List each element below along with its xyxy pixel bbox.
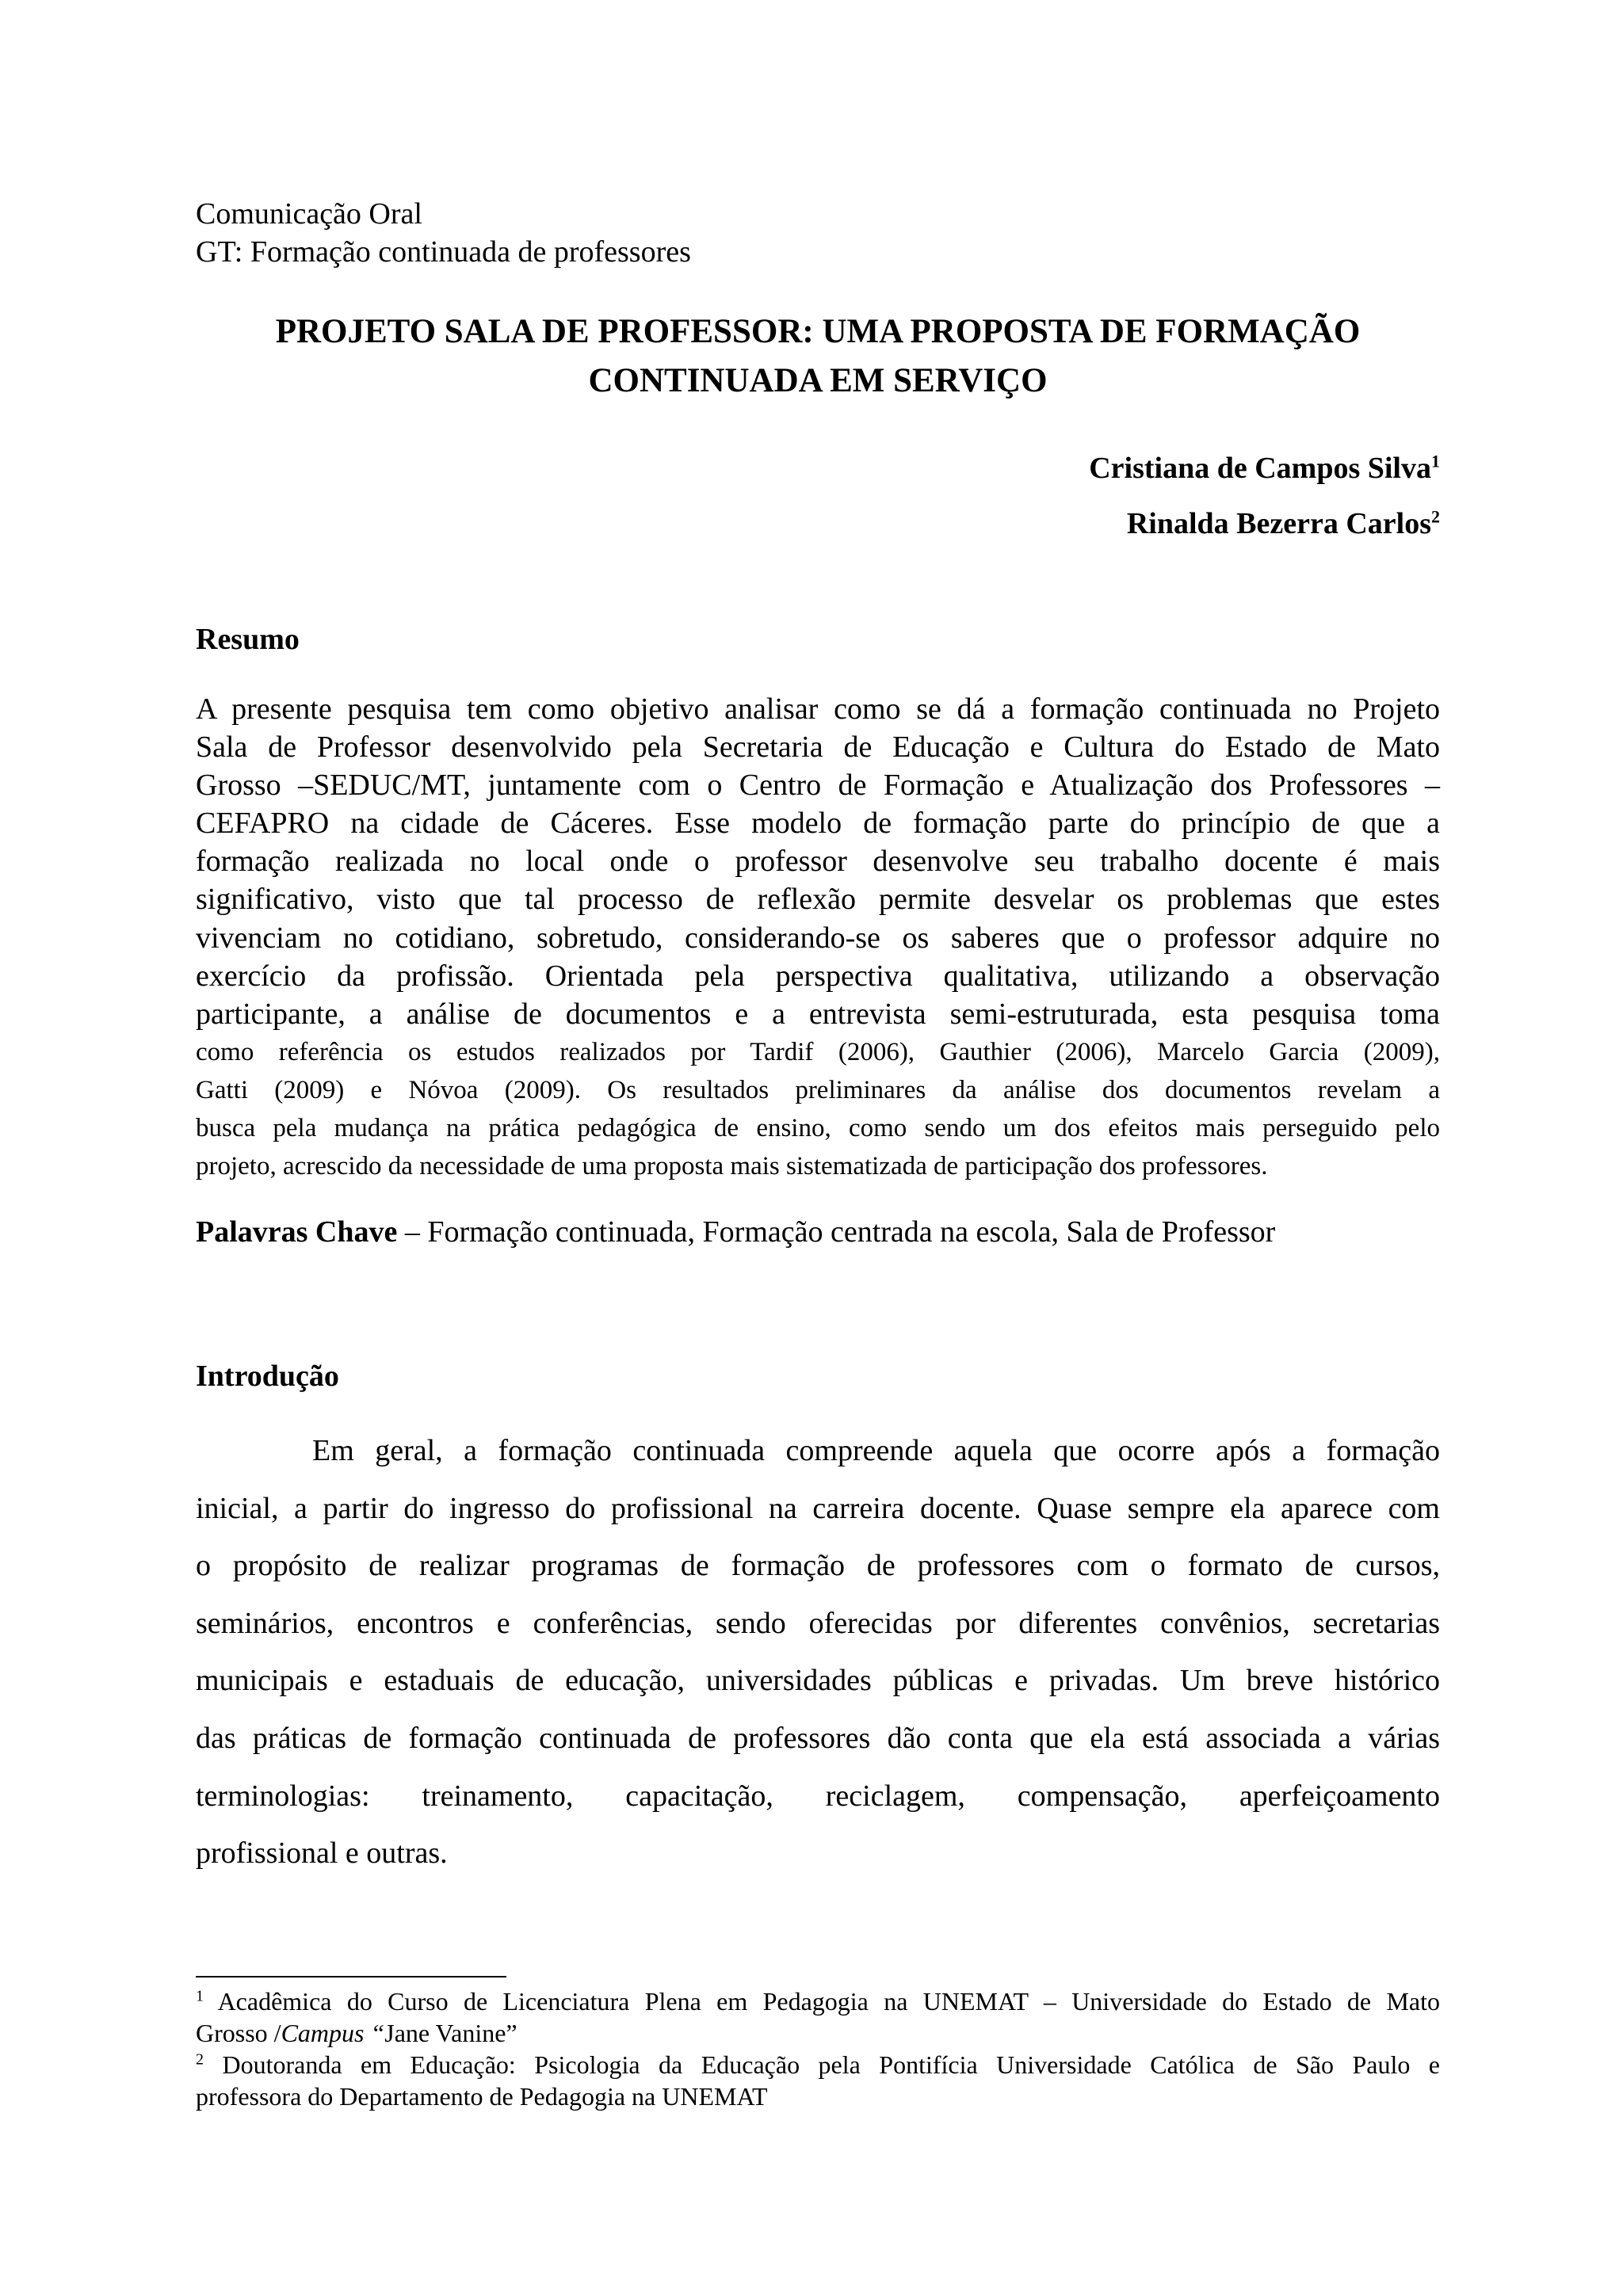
- author-2: [1127, 505, 1440, 543]
- introduction-line: terminologias: treinamento, capacitação, reciclagem, compensação, aperfeiçoamento: [196, 1779, 1440, 1813]
- author-2-name: Rinalda Bezerra Carlos: [1126, 507, 1431, 540]
- footnote-1-line-1: [196, 1985, 1440, 2017]
- working-group: GT: Formação continuada de professores: [196, 235, 691, 269]
- abstract-line: formação realizada no local onde o professor desenvolve seu trabalho docente é mais: [196, 845, 1440, 879]
- presentation-type: Comunicação Oral: [196, 197, 422, 231]
- abstract-line: Sala de Professor desenvolvido pela Secretaria de Educação e Cultura do Estado de Mato: [196, 730, 1440, 765]
- footnote-2-line-2: professora do Departamento de Pedagogia na UNEMAT: [196, 2082, 768, 2111]
- keywords-text: – Formação continuada, Formação centrada na escola, Sala de Professor: [397, 1215, 1276, 1249]
- author-1-footnote-marker: 1: [1431, 451, 1440, 471]
- keywords-label: Palavras Chave: [196, 1215, 398, 1249]
- abstract-line: Gatti (2009) e Nóvoa (2009). Os resultados preliminares da análise dos documentos revelam a: [196, 1075, 1440, 1104]
- introduction-line: das práticas de formação continuada de professores dão conta que ela está associada a várias: [196, 1721, 1440, 1755]
- introduction-line: seminários, encontros e conferências, sendo oferecidas por diferentes convênios, secretarias: [196, 1606, 1440, 1640]
- footnote-1-line-2: [196, 2017, 1440, 2049]
- introduction-line: Em geral, a formação continuada compreende aquela que ocorre após a formação: [312, 1434, 1440, 1467]
- abstract-line: Grosso –SEDUC/MT, juntamente com o Centro de Formação e Atualização dos Professores –: [196, 769, 1440, 803]
- abstract-line: CEFAPRO na cidade de Cáceres. Esse modelo de formação parte do princípio de que a: [196, 807, 1440, 841]
- introduction-body: [196, 1422, 1440, 1882]
- footnote-1-text-post: Jane Vanine”: [384, 2019, 517, 2047]
- footnote-1-text: Acadêmica do Curso de Licenciatura Plena em Pedagogia na UNEMAT – Universidade do Estado de Mato: [204, 1987, 1440, 2016]
- footnote-separator: [196, 1976, 506, 1978]
- footnote-2-marker: 2: [196, 2050, 204, 2069]
- footnote-1-marker: 1: [196, 1987, 204, 2005]
- introduction-heading: Introdução: [196, 1360, 339, 1393]
- abstract-line: A presente pesquisa tem como objetivo analisar como se dá a formação continuada no Projeto: [196, 692, 1440, 726]
- abstract-line: vivenciam no cotidiano, sobretudo, considerando-se os saberes que o professor adquire no: [196, 921, 1440, 955]
- introduction-line: inicial, a partir do ingresso do profissional na carreira docente. Quase sempre ela aparece com: [196, 1491, 1440, 1525]
- abstract-line: como referência os estudos realizados por Tardif (2006), Gauthier (2006), Marcelo Garcia (2009),: [196, 1037, 1440, 1066]
- abstract-line: exercício da profissão. Orientada pela perspectiva qualitativa, utilizando a observação: [196, 959, 1440, 993]
- author-1: [1089, 449, 1440, 487]
- title-line-1: PROJETO SALA DE PROFESSOR: UMA PROPOSTA DE FORMAÇÃO: [275, 313, 1361, 350]
- abstract-body: [196, 690, 1440, 1185]
- abstract-line: significativo, visto que tal processo de reflexão permite desvelar os problemas que estes: [196, 883, 1440, 917]
- paper-title: [196, 307, 1440, 406]
- paper-page: [196, 0, 1440, 2296]
- abstract-line: participante, a análise de documentos e a entrevista semi-estruturada, esta pesquisa toma: [196, 997, 1440, 1031]
- introduction-line: profissional e outras.: [196, 1836, 448, 1871]
- footnote-1-text-italic: Campus “: [281, 2019, 385, 2047]
- keywords: [196, 1213, 1275, 1251]
- footnotes: [196, 1985, 1440, 2112]
- introduction-line: municipais e estaduais de educação, universidades públicas e privadas. Um breve histórico: [196, 1664, 1440, 1698]
- abstract-line: busca pela mudança na prática pedagógica de ensino, como sendo um dos efeitos mais perseguido pelo: [196, 1114, 1440, 1143]
- author-2-footnote-marker: 2: [1431, 506, 1440, 527]
- title-line-2: CONTINUADA EM SERVIÇO: [588, 362, 1048, 399]
- author-1-name: Cristiana de Campos Silva: [1089, 452, 1431, 485]
- abstract-heading: Resumo: [196, 623, 300, 656]
- abstract-line: projeto, acrescido da necessidade de uma proposta mais sistematizada de participação dos professores.: [196, 1152, 1268, 1181]
- introduction-line: o propósito de realizar programas de formação de professores com o formato de cursos,: [196, 1549, 1440, 1583]
- footnote-2-line-1: [196, 2049, 1440, 2081]
- footnote-2-text: Doutoranda em Educação: Psicologia da Educação pela Pontifícia Universidade Católica de São Paulo e: [204, 2050, 1440, 2079]
- footnote-1-text-pre: Grosso /: [196, 2019, 281, 2047]
